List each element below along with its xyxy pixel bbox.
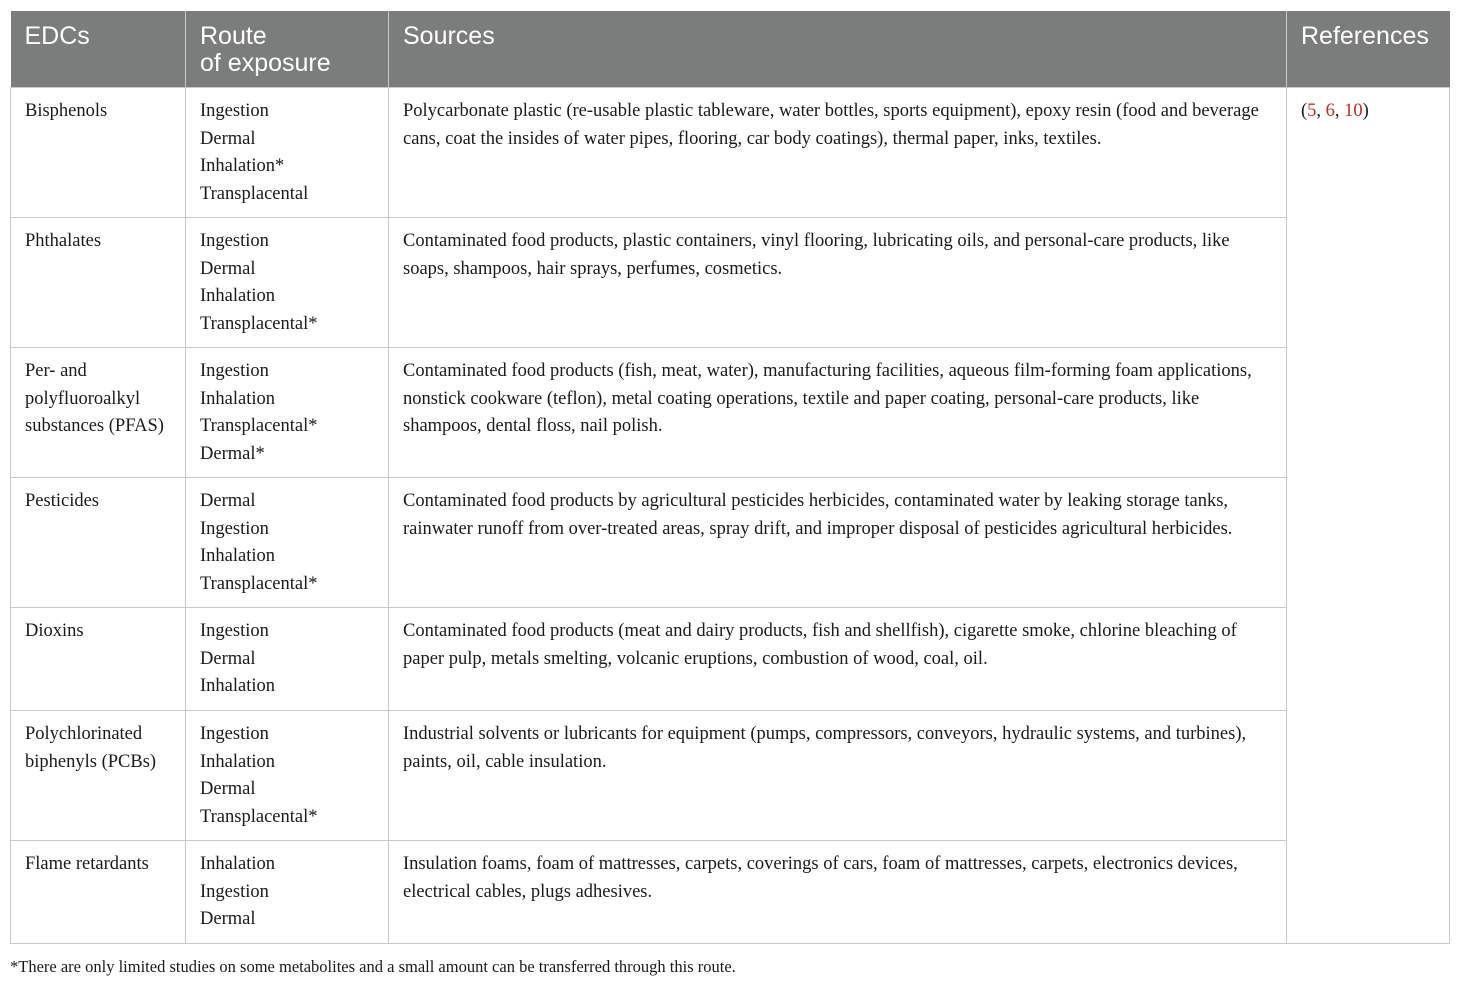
reference-link[interactable]: 5 — [1307, 101, 1317, 121]
route-item: Ingestion — [200, 881, 269, 902]
route-item: Transplacental — [200, 183, 309, 204]
route-item: Dermal — [200, 128, 256, 149]
header-references: References — [1287, 11, 1450, 88]
header-route-line2: of exposure — [200, 49, 331, 77]
route-item: Inhalation — [200, 676, 276, 696]
route-item: Ingestion — [200, 231, 269, 251]
route-item: Dermal — [200, 779, 256, 799]
route-cell — [186, 711, 389, 841]
header-row — [11, 11, 1450, 88]
ref-separator: , — [1334, 101, 1345, 121]
edc-cell: Dioxins — [11, 608, 186, 711]
route-item: Transplacental* — [200, 313, 318, 334]
edc-cell: Flame retardants — [11, 841, 186, 944]
table-header — [11, 11, 1450, 88]
ref-open-paren: ( — [1301, 101, 1308, 121]
route-cell — [186, 478, 389, 608]
route-cell — [186, 841, 389, 944]
route-item: Inhalation — [200, 854, 276, 874]
table-row — [11, 348, 1450, 478]
reference-link[interactable]: 10 — [1344, 101, 1363, 121]
edc-cell: Polychlorinated biphenyls (PCBs) — [11, 711, 186, 841]
table-row — [11, 88, 1450, 218]
sources-cell: Polycarbonate plastic (re-usable plastic tableware, water bottles, sports equipment), epoxy resin (food and beverage cans, coat the insides of water pipes, flooring, car body coatings), thermal paper, inks, textiles. — [389, 88, 1287, 218]
route-cell — [186, 608, 389, 711]
reference-link[interactable]: 6 — [1325, 101, 1335, 121]
route-item: Inhalation* — [200, 156, 285, 176]
table-container — [10, 11, 1449, 944]
route-item: Inhalation — [200, 286, 276, 306]
sources-cell: Contaminated food products, plastic containers, vinyl flooring, lubricating oils, and personal-care products, like soaps, shampoos, hair sprays, perfumes, cosmetics. — [389, 218, 1287, 348]
route-item: Dermal — [200, 909, 256, 929]
route-item: Inhalation — [200, 546, 276, 566]
table-row — [11, 608, 1450, 711]
table-body — [11, 88, 1450, 944]
route-item: Transplacental* — [200, 573, 318, 594]
route-item: Dermal — [200, 491, 256, 511]
route-cell — [186, 348, 389, 478]
header-sources: Sources — [389, 11, 1287, 88]
sources-cell: Contaminated food products by agricultural pesticides herbicides, contaminated water by leaking storage tanks, rainwater runoff from over-treated areas, spray drift, and improper disposal of pesticides agricultural herbicides. — [389, 478, 1287, 608]
references-cell — [1287, 88, 1450, 944]
route-item: Dermal* — [200, 443, 265, 464]
edc-cell: Per- and polyfluoroalkyl substances (PFAS) — [11, 348, 186, 478]
edc-cell: Phthalates — [11, 218, 186, 348]
ref-separator: , — [1316, 101, 1326, 121]
table-row — [11, 218, 1450, 348]
route-cell — [186, 218, 389, 348]
edc-cell: Pesticides — [11, 478, 186, 608]
route-item: Inhalation — [200, 751, 276, 772]
route-item: Ingestion — [200, 361, 269, 381]
route-item: Ingestion — [200, 101, 269, 121]
route-item: Transplacental* — [200, 806, 318, 827]
edc-table — [10, 11, 1450, 944]
route-item: Ingestion — [200, 518, 269, 539]
edc-cell: Bisphenols — [11, 88, 186, 218]
sources-cell: Contaminated food products (meat and dairy products, fish and shellfish), cigarette smoke, chlorine bleaching of paper pulp, metals smelting, volcanic eruptions, combustion of wood, coal, oil. — [389, 608, 1287, 711]
route-item: Dermal — [200, 258, 256, 279]
sources-cell: Contaminated food products (fish, meat, water), manufacturing facilities, aqueous film-forming foam applications, nonstick cookware (teflon), metal coating operations, textile and paper coating, personal-care products, like shampoos, dental floss, nail polish. — [389, 348, 1287, 478]
route-item: Ingestion — [200, 621, 269, 641]
route-cell — [186, 88, 389, 218]
route-item: Inhalation — [200, 388, 276, 409]
table-footnote: *There are only limited studies on some metabolites and a small amount can be transferred through this route. — [10, 957, 736, 976]
ref-close-paren: ) — [1362, 101, 1369, 121]
route-item: Ingestion — [200, 724, 269, 744]
route-item: Dermal — [200, 648, 256, 669]
table-row — [11, 478, 1450, 608]
header-route — [186, 11, 389, 88]
header-route-line1: Route — [200, 22, 267, 50]
table-row — [11, 841, 1450, 944]
sources-cell: Insulation foams, foam of mattresses, carpets, coverings of cars, foam of mattresses, carpets, electronics devices, electrical cables, plugs adhesives. — [389, 841, 1287, 944]
sources-cell: Industrial solvents or lubricants for equipment (pumps, compressors, conveyors, hydraulic systems, and turbines), paints, oil, cable insulation. — [389, 711, 1287, 841]
route-item: Transplacental* — [200, 416, 318, 436]
table-row — [11, 711, 1450, 841]
header-edcs: EDCs — [11, 11, 186, 88]
